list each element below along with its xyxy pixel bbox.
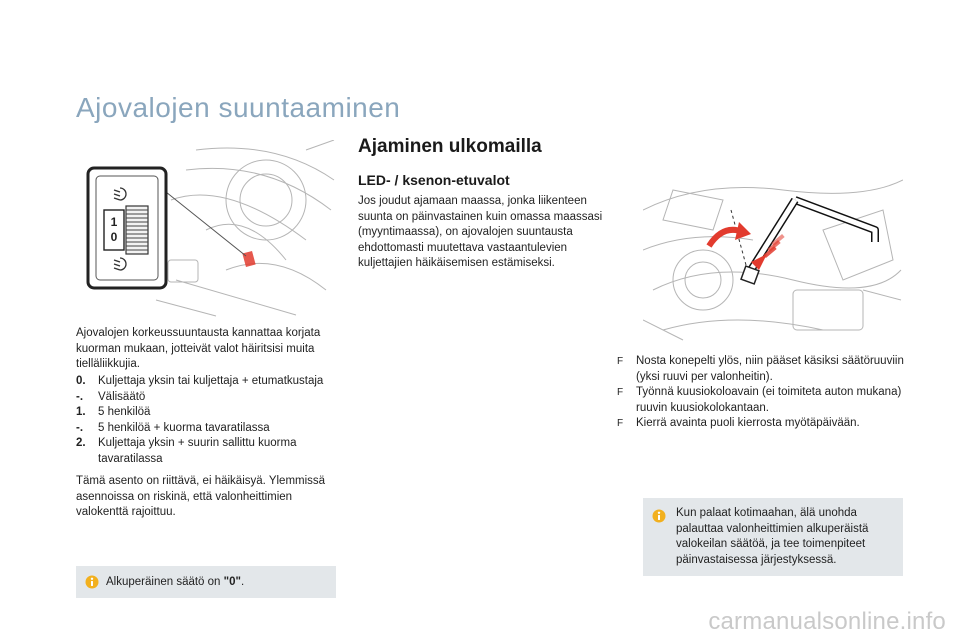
step-item — [617, 385, 907, 416]
page-title: Ajovalojen suuntaaminen — [76, 92, 401, 123]
info-icon — [652, 509, 666, 523]
headlamp-dial-illustration — [76, 140, 338, 320]
dial-mark-upper: 1 — [110, 215, 118, 229]
info-icon — [85, 575, 99, 589]
section-subheading: LED- / ksenon-etuvalot — [358, 172, 510, 188]
step-item — [617, 416, 907, 432]
info-text — [106, 575, 331, 591]
info-box-default-setting — [76, 566, 336, 598]
info-value: "0" — [223, 576, 241, 588]
position-item — [76, 374, 340, 390]
abroad-paragraph: Jos joudut ajamaan maassa, jonka liikenteen suunta on päinvastainen kuin omassa maassasi (myyntimaassa), on ajovalojen suuntausta ehdottomasti muutettava vastaantulevien kuljettajien häikäisemisen estämiseksi. — [358, 195, 603, 269]
position-key: 1. — [76, 406, 86, 418]
position-key: -. — [76, 390, 84, 403]
position-item — [76, 405, 340, 421]
info-text: Kun palaat kotimaahan, älä unohda palauttaa valonheittimien alkuperäistä valokeilan säätöä, ja tee toimenpiteet päinvastaisessa järjestyksessä. — [676, 507, 869, 566]
info-box-return-home — [643, 498, 903, 576]
position-item — [76, 436, 340, 467]
section-heading: Ajaminen ulkomailla — [358, 136, 542, 157]
position-list — [76, 374, 340, 467]
adjustment-screw-illustration — [643, 170, 903, 342]
step-text: Nosta konepelti ylös, niin pääset käsiksi säätöruuviin (yksi ruuvi per valonheitin). — [636, 355, 904, 383]
instruction-steps — [617, 354, 907, 432]
position-text: 5 henkilöä + kuorma tavaratilassa — [98, 421, 270, 434]
step-text: Työnnä kuusiokoloavain (ei toimiteta auton mukana) ruuvin kuusiokolokantaan. — [636, 386, 902, 414]
step-item — [617, 354, 907, 385]
position-key: 2. — [76, 437, 86, 449]
step-text: Kierrä avainta puoli kierrosta myötäpäivään. — [636, 417, 860, 429]
info-suffix: . — [240, 576, 245, 588]
watermark: carmanualsonline.info — [708, 608, 946, 635]
info-prefix: Alkuperäinen säätö on — [106, 576, 224, 588]
left-intro-text: Ajovalojen korkeussuuntausta kannattaa korjata kuorman mukaan, jotteivät valot häiritsisi muita tielläliikkujia. — [76, 327, 321, 370]
position-key: 0. — [76, 375, 86, 387]
dial-mark-lower: 0 — [110, 230, 118, 244]
position-item — [76, 390, 340, 406]
position-item — [76, 421, 340, 437]
bullet-glyph: F — [617, 387, 624, 398]
position-text: Välisäätö — [98, 390, 146, 403]
position-text: Kuljettaja yksin + suurin sallittu kuorma tavaratilassa — [98, 437, 297, 465]
bullet-glyph: F — [617, 418, 624, 429]
position-text: 5 henkilöä — [98, 406, 151, 418]
bullet-glyph: F — [617, 356, 624, 367]
position-text: Kuljettaja yksin tai kuljettaja + etumatkustaja — [98, 375, 324, 387]
position-key: -. — [76, 421, 84, 434]
left-outro-text: Tämä asento on riittävä, ei häikäisyä. Ylemmissä asennoissa on riskinä, että valonheittimien valokenttä rajoittuu. — [76, 475, 326, 518]
